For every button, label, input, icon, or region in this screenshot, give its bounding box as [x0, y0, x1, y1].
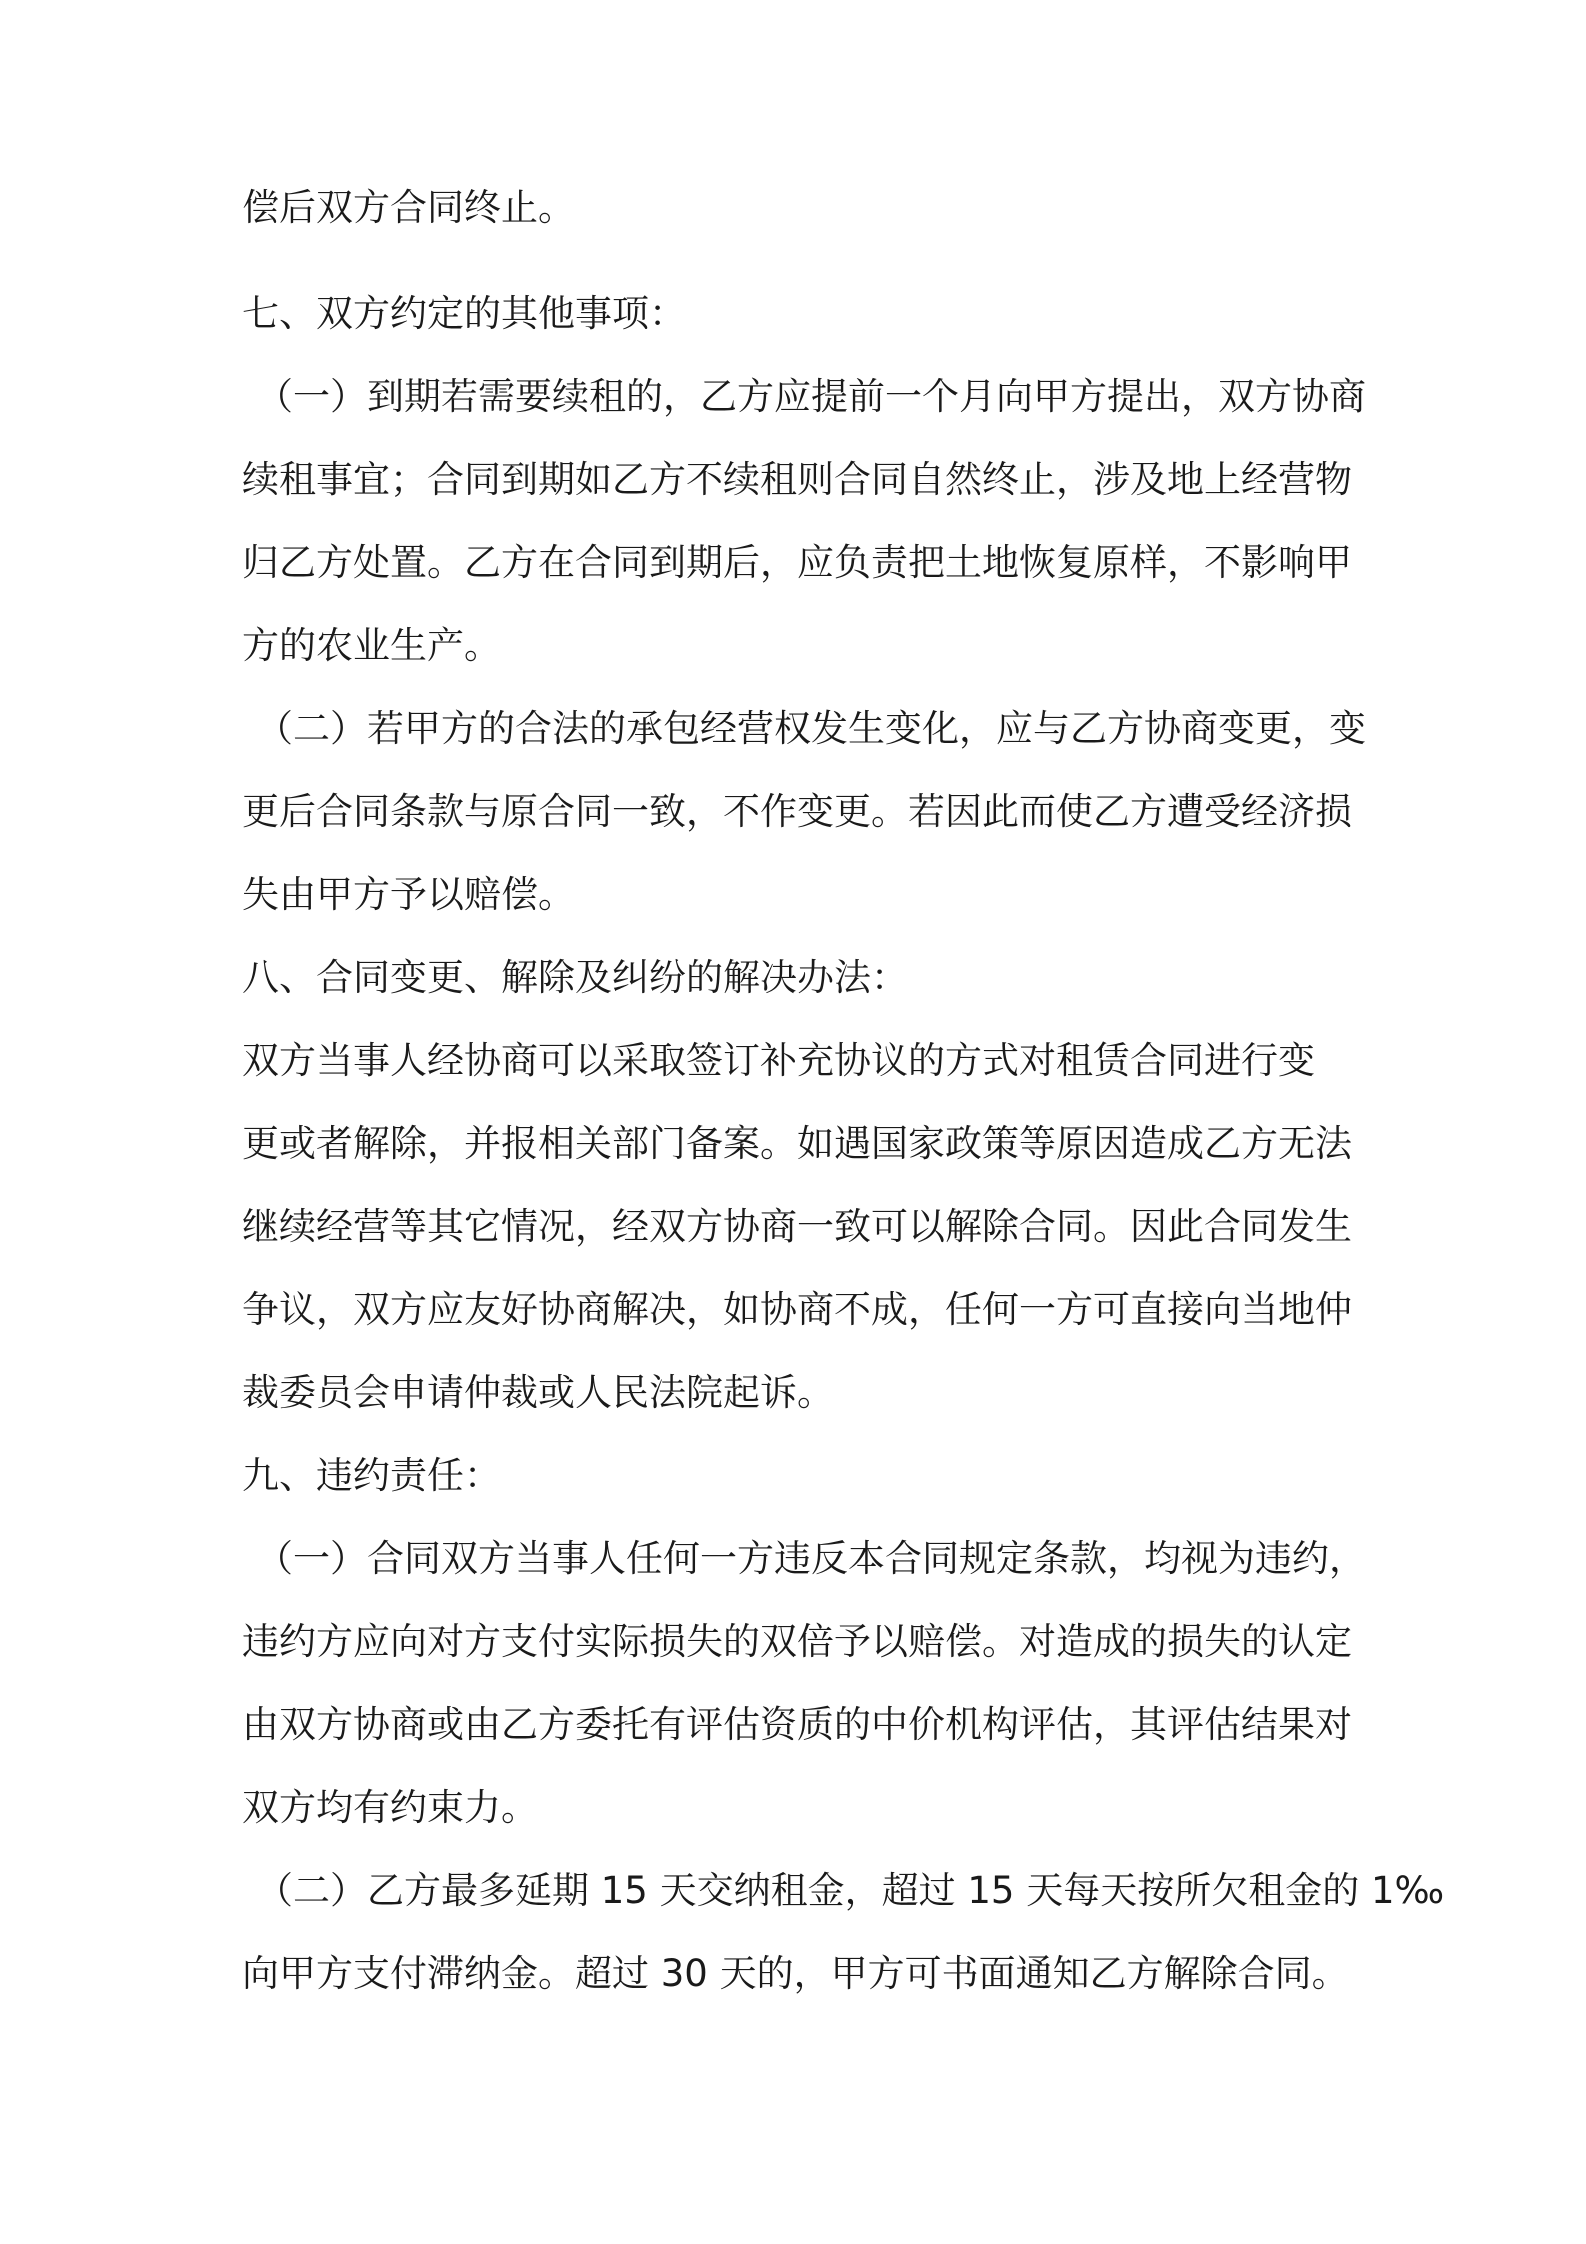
text-line: 裁委员会申请仲裁或人民法院起诉。 — [242, 1371, 834, 1414]
text-line: 更或者解除，并报相关部门备案。如遇国家政策等原因造成乙方无法 — [242, 1122, 1352, 1165]
text-line: 双方均有约束力。 — [242, 1786, 538, 1829]
text-line: 继续经营等其它情况，经双方协商一致可以解除合同。因此合同发生 — [242, 1205, 1352, 1248]
text-line: 续租事宜；合同到期如乙方不续租则合同自然终止，涉及地上经营物 — [242, 458, 1352, 501]
text-line: 归乙方处置。乙方在合同到期后，应负责把土地恢复原样，不影响甲 — [242, 541, 1352, 584]
text-line: 方的农业生产。 — [242, 624, 501, 667]
text-line: 偿后双方合同终止。 — [242, 186, 575, 229]
text-line: 更后合同条款与原合同一致，不作变更。若因此而使乙方遭受经济损 — [242, 790, 1352, 833]
text-line: （一）到期若需要续租的，乙方应提前一个月向甲方提出，双方协商 — [256, 375, 1366, 418]
text-line: 违约方应向对方支付实际损失的双倍予以赔偿。对造成的损失的认定 — [242, 1620, 1352, 1663]
text-line: 失由甲方予以赔偿。 — [242, 873, 575, 916]
text-line: （二）若甲方的合法的承包经营权发生变化，应与乙方协商变更，变 — [256, 707, 1366, 750]
text-line: 争议，双方应友好协商解决，如协商不成，任何一方可直接向当地仲 — [242, 1288, 1352, 1331]
section-heading: 九、违约责任： — [242, 1454, 501, 1497]
text-line: 向甲方支付滞纳金。超过 30 天的，甲方可书面通知乙方解除合同。 — [242, 1952, 1349, 1995]
text-line: （二）乙方最多延期 15 天交纳租金，超过 15 天每天按所欠租金的 1‰ — [256, 1869, 1445, 1912]
text-line: （一）合同双方当事人任何一方违反本合同规定条款，均视为违约， — [256, 1537, 1366, 1580]
text-line: 由双方协商或由乙方委托有评估资质的中价机构评估，其评估结果对 — [242, 1703, 1352, 1746]
text-line: 双方当事人经协商可以采取签订补充协议的方式对租赁合同进行变 — [242, 1039, 1315, 1082]
section-heading: 八、合同变更、解除及纠纷的解决办法： — [242, 956, 908, 999]
section-heading: 七、双方约定的其他事项： — [242, 292, 686, 335]
